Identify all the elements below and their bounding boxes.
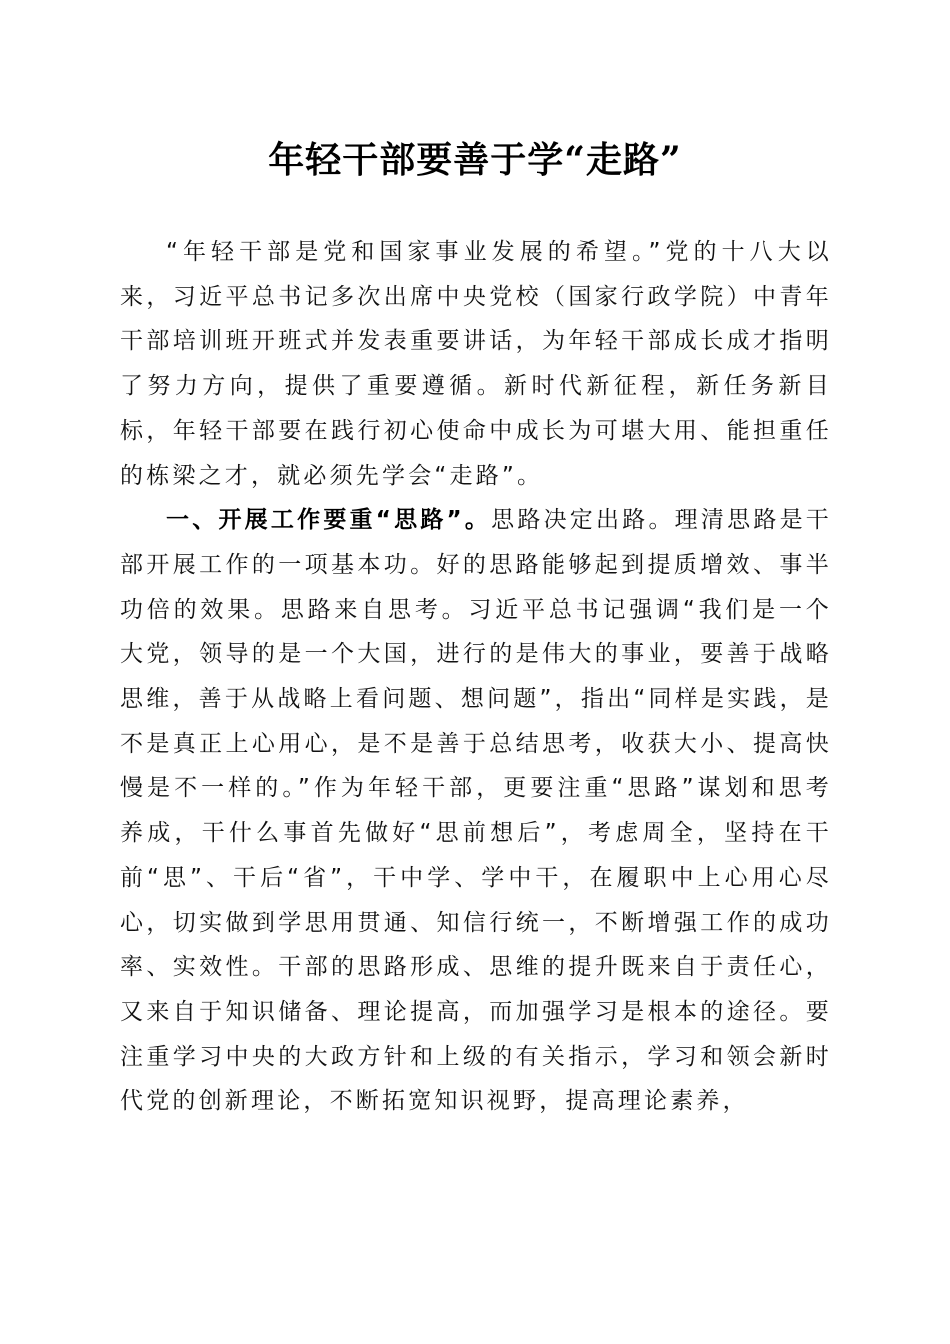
paragraph-intro-text: “年轻干部是党和国家事业发展的希望。”党的十八大以来，习近平总书记多次出席中央党校（国家行政学院）中青年干部培训班开班式并发表重要讲话，为年轻干部成长成才指明了努力方向，提供了重要遵循。新时代新征程，新任务新目标，年轻干部要在践行初心使命中成长为可堪大用、能担重任的栋梁之才，就必须先学会“走路”。: [120, 239, 832, 489]
document-body: [120, 230, 832, 1124]
section-1-text: 思路决定出路。理清思路是干部开展工作的一项基本功。好的思路能够起到提质增效、事半功倍的效果。思路来自思考。习近平总书记强调“我们是一个大党，领导的是一个大国，进行的是伟大的事业，要善于战略思维，善于从战略上看问题、想问题”，指出“同样是实践，是不是真正上心用心，是不是善于总结思考，收获大小、提高快慢是不一样的。”作为年轻干部，更要注重“思路”谋划和思考养成，干什么事首先做好“思前想后”，考虑周全，坚持在干前“思”、干后“省”，干中学、学中干，在履职中上心用心尽心，切实做到学思用贯通、知信行统一，不断增强工作的成功率、实效性。干部的思路形成、思维的提升既来自于责任心，又来自于知识储备、理论提高，而加强学习是根本的途径。要注重学习中央的大政方针和上级的有关指示，学习和领会新时代党的创新理论，不断拓宽知识视野，提高理论素养，: [120, 507, 832, 1115]
section-1-heading: 一、开展工作要重“思路”。: [166, 507, 492, 534]
document-title: 年轻干部要善于学“走路”: [268, 139, 682, 181]
paragraph-intro: [120, 230, 832, 498]
paragraph-section-1: [120, 498, 832, 1124]
